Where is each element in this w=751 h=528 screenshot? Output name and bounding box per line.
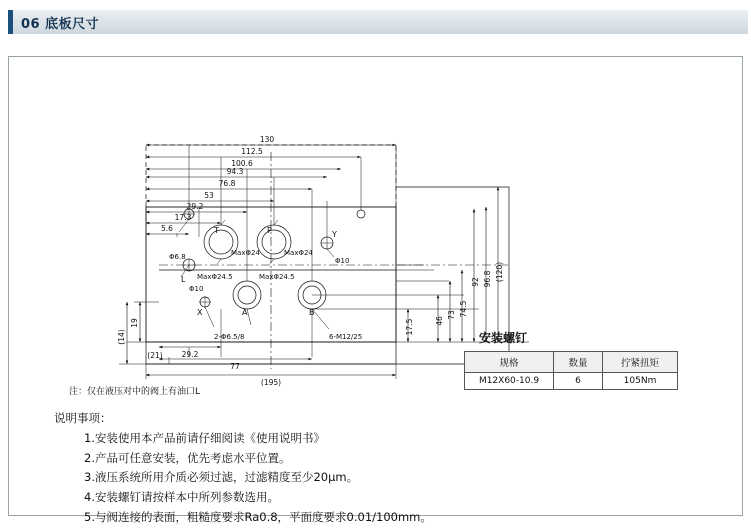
svg-text:130: 130 [259, 135, 275, 144]
svg-text:6-M12/25: 6-M12/25 [329, 333, 363, 341]
svg-text:L: L [181, 275, 186, 284]
cell-spec: M12X60-10.9 [465, 373, 554, 390]
svg-text:2-Φ6.5/8: 2-Φ6.5/8 [214, 333, 245, 341]
svg-text:77: 77 [230, 362, 240, 371]
svg-text:MaxΦ24.5: MaxΦ24.5 [197, 273, 233, 281]
svg-text:17.3: 17.3 [174, 213, 192, 222]
svg-text:73: 73 [447, 310, 456, 320]
page-title: 06 底板尺寸 [21, 16, 100, 32]
cell-torque: 105Nm [603, 373, 678, 390]
svg-text:Φ10: Φ10 [189, 285, 204, 293]
col-quantity: 数量 [554, 352, 603, 373]
screw-table [464, 351, 678, 390]
svg-text:94.3: 94.3 [226, 167, 244, 176]
svg-text:76.8: 76.8 [218, 179, 236, 188]
svg-text:5.6: 5.6 [161, 224, 173, 233]
table-row [465, 373, 678, 390]
table-header-row [465, 352, 678, 373]
svg-text:17.5: 17.5 [405, 318, 414, 336]
note-item-5: 5.与阀连接的表面，粗糙度要求Ra0.8，平面度要求0.01/100mm。 [84, 509, 432, 524]
svg-text:29.2: 29.2 [181, 350, 199, 359]
svg-text:(120): (120) [495, 261, 504, 283]
svg-text:A: A [242, 308, 248, 317]
svg-text:T: T [214, 226, 219, 235]
svg-text:74.5: 74.5 [459, 300, 468, 318]
svg-text:MaxΦ24: MaxΦ24 [284, 249, 313, 257]
content-panel [8, 56, 743, 524]
technical-drawing [9, 57, 742, 387]
note-item-3: 3.液压系统所用介质必须过滤，过滤精度至少20μm。 [84, 470, 359, 485]
svg-text:P: P [267, 226, 272, 235]
note-item-4: 4.安装螺钉请按样本中所列参数选用。 [84, 490, 279, 505]
svg-text:19: 19 [130, 318, 139, 328]
svg-text:Y: Y [332, 230, 337, 239]
col-torque: 拧紧扭矩 [603, 352, 678, 373]
svg-text:92: 92 [471, 277, 480, 287]
svg-text:X: X [197, 308, 203, 317]
svg-text:100.6: 100.6 [231, 159, 253, 168]
svg-text:B: B [309, 308, 315, 317]
notes-heading: 说明事项： [54, 411, 112, 425]
svg-text:Φ6.8: Φ6.8 [169, 253, 186, 261]
col-spec: 规格 [465, 352, 554, 373]
cell-quantity: 6 [554, 373, 603, 390]
svg-text:(14): (14) [117, 329, 126, 345]
svg-text:(195): (195) [260, 378, 282, 387]
svg-text:46: 46 [435, 316, 444, 326]
screw-section-title: 安装螺钉 [479, 331, 528, 345]
svg-text:(21): (21) [147, 351, 163, 360]
svg-text:29.2: 29.2 [186, 202, 204, 211]
section-header [8, 10, 748, 34]
drawing-svg [9, 57, 742, 387]
svg-text:MaxΦ24.5: MaxΦ24.5 [259, 273, 295, 281]
svg-text:53: 53 [204, 191, 214, 200]
svg-text:96.8: 96.8 [483, 270, 492, 288]
svg-text:112.5: 112.5 [241, 147, 263, 156]
note-item-2: 2.产品可任意安装，优先考虑水平位置。 [84, 450, 291, 465]
notes-block [44, 409, 432, 528]
drawing-note: 注：仅在液压对中的阀上有油口L [69, 387, 201, 397]
note-item-1: 1.安装使用本产品前请仔细阅读《使用说明书》 [84, 430, 325, 445]
svg-text:MaxΦ24: MaxΦ24 [231, 249, 260, 257]
svg-text:Φ10: Φ10 [335, 257, 350, 265]
